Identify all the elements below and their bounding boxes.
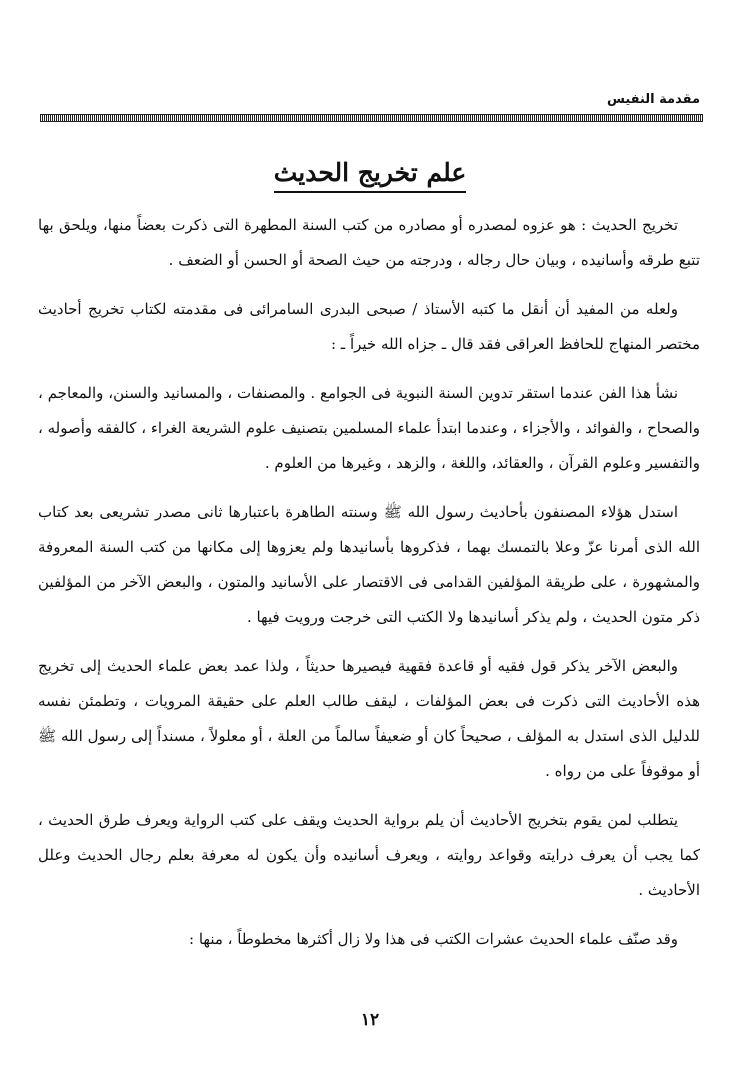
header-rule <box>40 114 703 122</box>
paragraph-4: استدل هؤلاء المصنفون بأحاديث رسول الله ﷺ وسنته الطاهرة باعتبارها ثانى مصدر تشريعى بعد كتاب الله الذى أمرنا عزّ وعلا بالتمسك بهما ، فذكروها بأسانيدها ولم يعزوها إلى مكانها من كتب السنة المعروفة والمشهورة ، على طريقة المؤلفين القدامى فى الاقتصار على الأسانيد والمتون ، والبعض الآخر من المؤلفين ذكر متون الحديث ، ولم يذكر أسانيدها ولا الكتب التى خرجت ورويت فيها . <box>38 503 700 626</box>
paragraph-7: وقد صنّف علماء الحديث عشرات الكتب فى هذا ولا زال أكثرها مخطوطاً ، منها : <box>189 930 678 948</box>
paragraph-1: تخريج الحديث : هو عزوه لمصدره أو مصادره من كتب السنة المطهرة التى ذكرت بعضاً منها، ويلحق بها تتبع طرقه وأسانيده ، وبيان حال رجاله ، ودرجته من حيث الصحة أو الحسن أو الضعف . <box>38 216 700 269</box>
section-title-text: علم تخريج الحديث <box>274 158 467 193</box>
paragraph-3: نشأ هذا الفن عندما استقر تدوين السنة النبوية فى الجوامع . والمصنفات ، والمسانيد والسنن، والمعاجم ، والصحاح ، والفوائد ، والأجزاء ، وعندما ابتدأ علماء المسلمين بتصنيف علوم الشريعة الغراء ، كالفقه وأصوله ، والتفسير وعلوم القرآن ، والعقائد، واللغة ، والزهد ، وغيرها من العلوم . <box>38 384 700 472</box>
paragraph-5: والبعض الآخر يذكر قول فقيه أو قاعدة فقهية فيصيرها حديثاً ، ولذا عمد بعض علماء الحديث إلى تخريج هذه الأحاديث التى ذكرت فى بعض المؤلفات ، ليقف طالب العلم على حقيقة المرويات ، وتطمئن نفسه للدليل الذى استدل به المؤلف ، صحيحاً كان أو ضعيفاً سالماً من العلة ، أو معلولاً ، مسنداً إلى رسول الله ﷺ أو موقوفاً على من رواه . <box>38 657 700 780</box>
body-text <box>38 208 700 971</box>
page-number: ١٢ <box>360 1010 380 1030</box>
section-title <box>0 158 740 193</box>
running-header: مقدمة النفيس <box>606 92 700 107</box>
paragraph-2: ولعله من المفيد أن أنقل ما كتبه الأستاذ / صبحى البدرى السامرائى فى مقدمته لكتاب تخريج أحاديث مختصر المنهاج للحافظ العراقى فقد قال ـ جزاه الله خيراً ـ : <box>38 300 700 353</box>
paragraph-6: يتطلب لمن يقوم بتخريج الأحاديث أن يلم برواية الحديث ويقف على كتب الرواية ويعرف طرق الحديث ، كما يجب أن يعرف درايته وقواعد روايته ، ويعرف أسانيده وأن يكون له معرفة بعلم رجال الحديث وعلل الأحاديث . <box>38 811 700 899</box>
